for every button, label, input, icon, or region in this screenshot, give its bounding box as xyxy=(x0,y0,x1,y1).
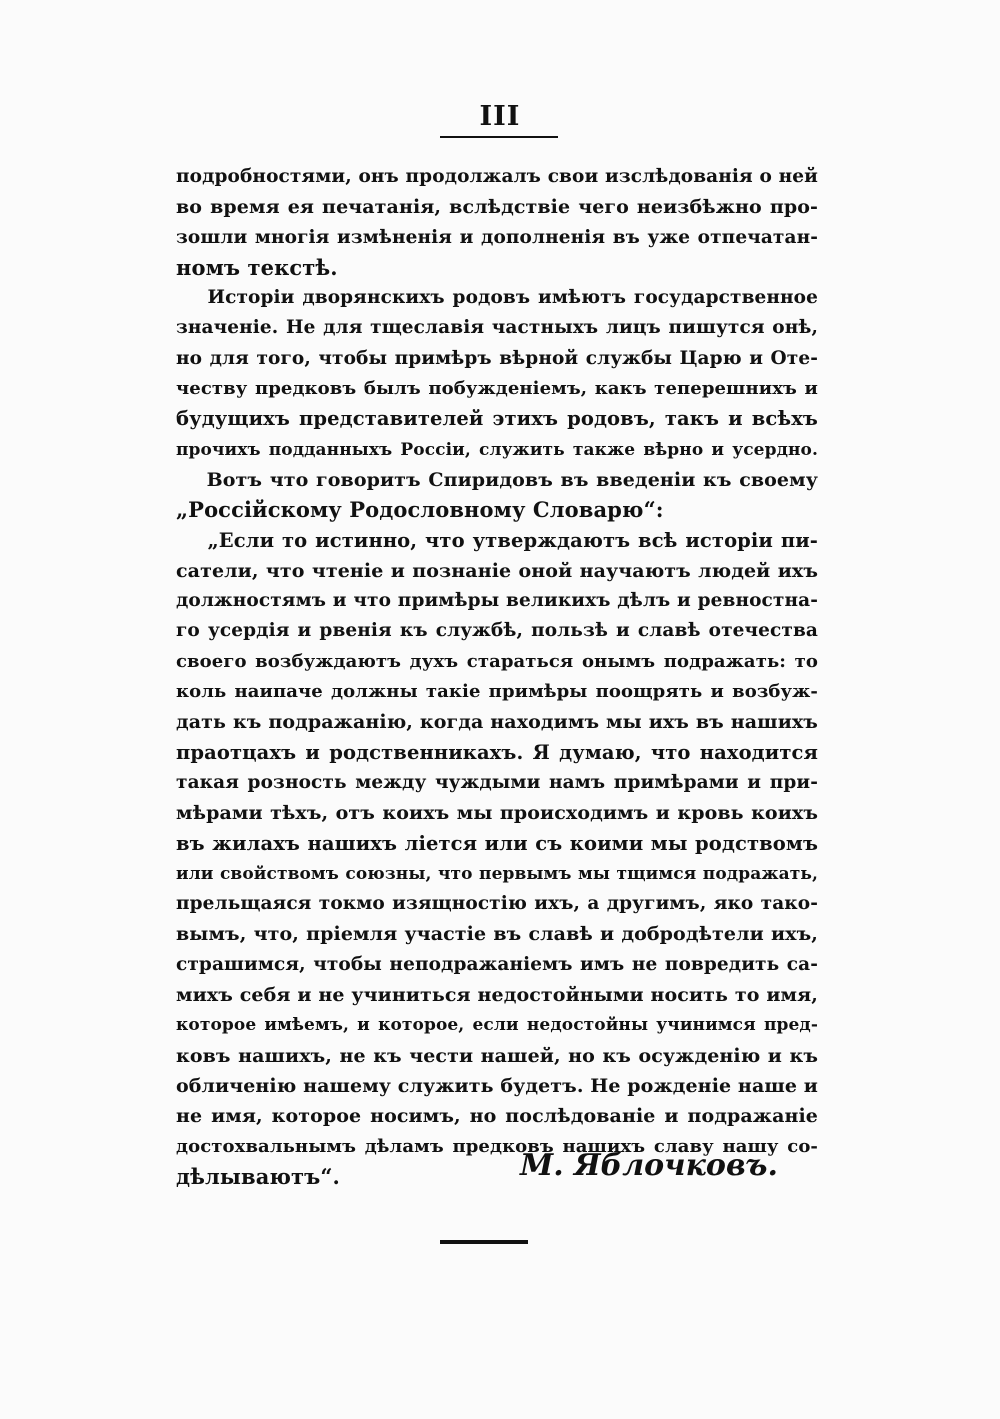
text-line: но для того, чтобы примѣръ вѣрной службы Царю и Оте- xyxy=(176,347,818,369)
text-line: „Если то истинно, что утверждаютъ всѣ исторіи пи- xyxy=(176,528,818,552)
text-line: дѣлываютъ“. xyxy=(176,1163,340,1189)
text-line: обличенію нашему служить будетъ. Не рожденіе наше и xyxy=(176,1074,818,1097)
text-line: подробностями, онъ продолжалъ свои изслѣдованія о ней xyxy=(176,166,818,187)
text-line: прельщаяся токмо изящностію ихъ, а другимъ, яко тако- xyxy=(176,893,818,915)
text-line: прочихъ подданныхъ Россіи, служить также вѣрно и усердно. xyxy=(176,439,818,460)
text-line: Вотъ что говоритъ Спиридовъ въ введеніи къ своему xyxy=(176,468,818,491)
text-line: достохвальнымъ дѣламъ предковъ нашихъ славу нашу со- xyxy=(176,1135,818,1157)
text-line: „Россійскому Родословному Словарю“: xyxy=(176,497,664,523)
text-line: которое имѣемъ, и которое, если недостойны учинимся пред- xyxy=(176,1015,818,1036)
text-line: или свойствомъ союзны, что первымъ мы тщимся подражать, xyxy=(176,863,818,884)
text-line: Исторіи дворянскихъ родовъ имѣютъ государственное xyxy=(176,287,818,309)
header-rule xyxy=(440,136,558,138)
text-line: значеніе. Не для тщеславія частныхъ лицъ пишутся онѣ, xyxy=(176,317,818,339)
text-line: номъ текстѣ. xyxy=(176,254,338,280)
text-line: своего возбуждаютъ духъ стараться онымъ подражать: то xyxy=(176,650,818,672)
text-line: ковъ нашихъ, не къ чести нашей, но къ осужденію и къ xyxy=(176,1044,818,1067)
text-line: честву предковъ былъ побужденіемъ, какъ теперешнихъ и xyxy=(176,378,818,400)
text-line: будущихъ представителей этихъ родовъ, такъ и всѣхъ xyxy=(176,407,818,431)
footer-rule xyxy=(440,1240,528,1244)
text-line: зошли многія измѣненія и дополненія въ уже отпечатан- xyxy=(176,226,818,248)
text-line: дать къ подражанію, когда находимъ мы ихъ въ нашихъ xyxy=(176,711,818,734)
text-line: коль наипаче должны такіе примѣры поощрять и возбуж- xyxy=(176,681,818,703)
body-text xyxy=(176,162,818,1192)
text-line: не имя, которое носимъ, но послѣдованіе и подражаніе xyxy=(176,1105,818,1128)
text-line: вымъ, что, пріемля участіе въ славѣ и добродѣтели ихъ, xyxy=(176,923,818,946)
text-line: должностямъ и что примѣры великихъ дѣлъ и ревностна- xyxy=(176,590,818,612)
page-number: III xyxy=(479,101,521,132)
text-line: го усердія и рвенія къ службѣ, пользѣ и славѣ отечества xyxy=(176,620,818,642)
text-line: такая розность между чуждыми намъ примѣрами и при- xyxy=(176,771,818,793)
text-line: страшимся, чтобы неподражаніемъ имъ не повредить са- xyxy=(176,953,818,975)
text-line: въ жилахъ нашихъ ліется или съ коими мы родствомъ xyxy=(176,831,818,855)
text-line: мѣрами тѣхъ, отъ коихъ мы происходимъ и кровь коихъ xyxy=(176,802,818,825)
text-line: во время ея печатанія, вслѣдствіе чего неизбѣжно про- xyxy=(176,196,818,219)
text-line: михъ себя и не учиниться недостойными носить то имя, xyxy=(176,984,818,1007)
author-signature: М. Яблочковъ. xyxy=(520,1148,778,1183)
text-line: праотцахъ и родственникахъ. Я думаю, что находится xyxy=(176,740,818,764)
text-line: сатели, что чтеніе и познаніе оной научаютъ людей ихъ xyxy=(176,559,818,582)
